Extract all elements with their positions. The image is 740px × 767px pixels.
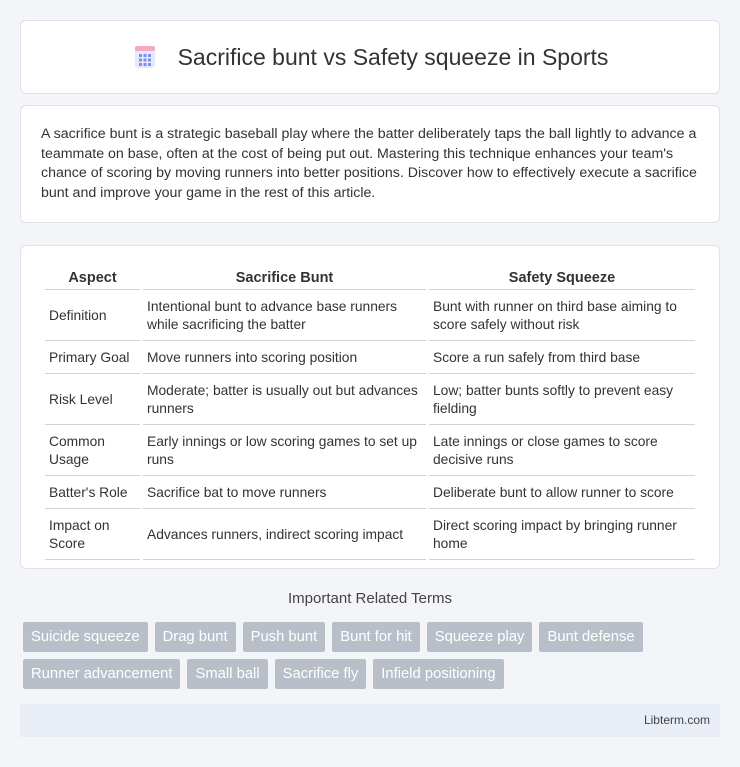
comparison-table (42, 263, 698, 562)
related-term-tag[interactable]: Sacrifice fly (275, 659, 367, 689)
row-sacrifice-bunt: Sacrifice bat to move runners (143, 478, 426, 509)
table-row (45, 478, 695, 509)
intro-text: A sacrifice bunt is a strategic baseball play where the batter deliberately taps the ball lightly to advance a teammate on base, often at the cost of being put out. Mastering this technique enhances your team's chance of scoring by moving runners into better positions. Discover how to effectively execute a sacrifice bunt and improve your game in the rest of this article. (41, 126, 697, 201)
related-term-tag[interactable]: Squeeze play (427, 622, 533, 652)
related-term-tag[interactable]: Bunt defense (539, 622, 642, 652)
related-terms-list (23, 622, 723, 696)
row-aspect: Primary Goal (45, 343, 140, 374)
header-sacrifice-bunt: Sacrifice Bunt (143, 265, 426, 290)
grid-document-icon (132, 44, 158, 70)
related-term-tag[interactable]: Push bunt (243, 622, 326, 652)
intro-card (20, 105, 720, 223)
header-card (20, 20, 720, 94)
row-aspect: Batter's Role (45, 478, 140, 509)
page-title: Sacrifice bunt vs Safety squeeze in Sports (177, 43, 609, 70)
table-header-row (45, 265, 695, 290)
related-term-tag[interactable]: Small ball (187, 659, 267, 689)
related-term-tag[interactable]: Infield positioning (373, 659, 503, 689)
row-safety-squeeze: Direct scoring impact by bringing runner home (429, 511, 695, 560)
row-sacrifice-bunt: Advances runners, indirect scoring impact (143, 511, 426, 560)
related-terms-title: Important Related Terms (288, 590, 452, 607)
row-safety-squeeze: Deliberate bunt to allow runner to score (429, 478, 695, 509)
header-safety-squeeze: Safety Squeeze (429, 265, 695, 290)
row-safety-squeeze: Low; batter bunts softly to prevent easy fielding (429, 376, 695, 425)
footer (20, 704, 720, 737)
row-sacrifice-bunt: Moderate; batter is usually out but advances runners (143, 376, 426, 425)
table-row (45, 427, 695, 476)
row-safety-squeeze: Bunt with runner on third base aiming to score safely without risk (429, 292, 695, 341)
row-sacrifice-bunt: Intentional bunt to advance base runners while sacrificing the batter (143, 292, 426, 341)
related-term-tag[interactable]: Runner advancement (23, 659, 180, 689)
related-term-tag[interactable]: Drag bunt (155, 622, 236, 652)
table-row (45, 511, 695, 560)
table-row (45, 343, 695, 374)
row-safety-squeeze: Score a run safely from third base (429, 343, 695, 374)
comparison-card (20, 245, 720, 569)
header-aspect: Aspect (45, 265, 140, 290)
row-aspect: Common Usage (45, 427, 140, 476)
row-safety-squeeze: Late innings or close games to score decisive runs (429, 427, 695, 476)
row-sacrifice-bunt: Move runners into scoring position (143, 343, 426, 374)
row-aspect: Impact on Score (45, 511, 140, 560)
table-row (45, 292, 695, 341)
related-term-tag[interactable]: Bunt for hit (332, 622, 420, 652)
table-row (45, 376, 695, 425)
row-aspect: Definition (45, 292, 140, 341)
footer-site-link[interactable]: Libterm.com (643, 713, 710, 727)
related-term-tag[interactable]: Suicide squeeze (23, 622, 148, 652)
row-aspect: Risk Level (45, 376, 140, 425)
row-sacrifice-bunt: Early innings or low scoring games to set up runs (143, 427, 426, 476)
